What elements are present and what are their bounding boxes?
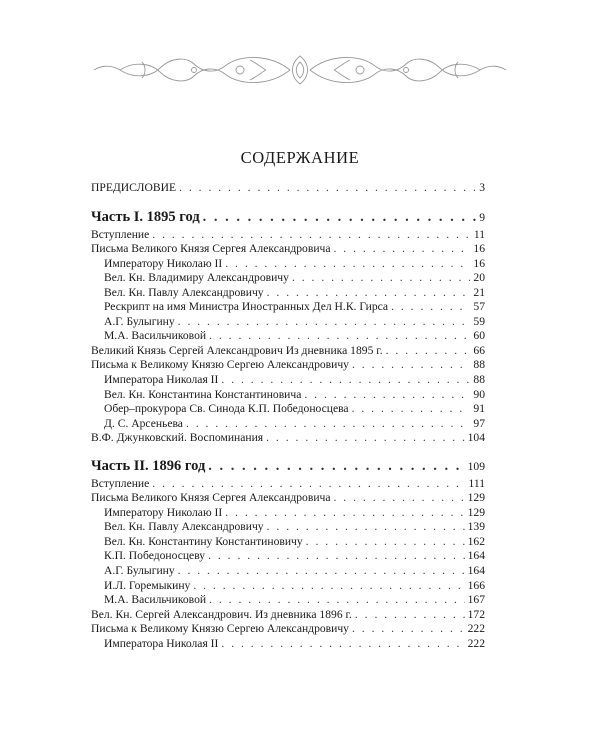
- entry-title: Вел. Кн. Владимиру Александровичу: [104, 271, 289, 285]
- page-number: 60: [473, 329, 485, 343]
- page-number: 162: [467, 534, 485, 548]
- page-number: 21: [473, 285, 485, 299]
- page-number: 9: [479, 210, 485, 224]
- entry-title: Рескрипт на имя Министра Иностранных Дел Н.К. Гирса: [104, 300, 389, 314]
- toc-entry: [91, 549, 485, 564]
- toc-entry: [91, 300, 485, 315]
- page-number: 222: [467, 636, 485, 650]
- page-number: 11: [473, 227, 485, 241]
- decorative-flourish: [90, 50, 510, 90]
- page-number: 104: [467, 431, 485, 445]
- toc-entry-preface: [91, 181, 485, 196]
- toc-entry: [91, 579, 485, 594]
- toc-entry: [91, 417, 485, 432]
- entry-title: В.Ф. Джунковский. Воспоминания: [91, 431, 264, 445]
- page-number: 3: [479, 181, 485, 194]
- entry-title: Письма Великого Князя Сергея Александровича: [91, 242, 331, 256]
- toc-entry: [91, 358, 485, 373]
- page-number: 66: [473, 343, 485, 357]
- page-number: 20: [473, 271, 485, 285]
- leader-dots: [178, 315, 471, 330]
- leader-dots: [334, 491, 465, 506]
- table-of-contents: [91, 181, 485, 651]
- entry-title: А.Г. Булыгину: [104, 314, 175, 328]
- toc-entry: [91, 431, 485, 446]
- leader-dots: [355, 608, 465, 623]
- entry-title: К.П. Победоносцеву: [104, 549, 206, 563]
- leader-dots: [352, 622, 465, 637]
- entry-title: Письма к Великому Князю Сергею Александровичу: [91, 622, 349, 636]
- entry-title: Императора Николая II: [104, 373, 219, 387]
- page-number: 97: [473, 416, 485, 430]
- page-number: 16: [473, 256, 485, 270]
- page-number: 164: [467, 549, 485, 563]
- leader-dots: [352, 358, 470, 373]
- entry-title: Вел. Кн. Константину Константиновичу: [104, 534, 303, 548]
- leader-dots: [267, 286, 471, 301]
- leader-dots: [352, 402, 471, 417]
- leader-dots: [221, 637, 464, 652]
- entry-title: Вел. Кн. Сергей Александрович. Из дневника 1896 г.: [91, 607, 352, 621]
- page-number: 129: [467, 505, 485, 519]
- leader-dots: [267, 520, 465, 535]
- page-number: 129: [467, 491, 485, 505]
- page-title: СОДЕРЖАНИЕ: [240, 148, 360, 167]
- entry-title: Вел. Кн. Константина Константиновича: [104, 387, 302, 401]
- leader-dots: [203, 208, 477, 226]
- leader-dots: [179, 181, 476, 196]
- page-number: 164: [467, 564, 485, 578]
- entry-title: ПРЕДИСЛОВИЕ: [91, 181, 177, 194]
- leader-dots: [178, 564, 465, 579]
- toc-entry: [91, 242, 485, 257]
- leader-dots: [221, 373, 470, 388]
- entry-title: И.Л. Горемыкину: [104, 578, 191, 592]
- entry-title: М.А. Васильчиковой: [104, 593, 207, 607]
- leader-dots: [386, 344, 471, 359]
- entry-title: Письма к Великому Князю Сергею Александровичу: [91, 358, 349, 372]
- leader-dots: [304, 388, 470, 403]
- toc-entry: [91, 271, 485, 286]
- page-number: 109: [467, 459, 485, 473]
- toc-entry: [91, 535, 485, 550]
- leader-dots: [208, 457, 464, 475]
- page-number: 166: [467, 578, 485, 592]
- page-number: 91: [473, 402, 485, 416]
- part-title: Часть I. 1895 год: [91, 208, 200, 225]
- leader-dots: [225, 506, 464, 521]
- toc-entry: [91, 477, 485, 492]
- page-number: 57: [473, 300, 485, 314]
- entry-title: Императору Николаю II: [104, 505, 223, 519]
- toc-entry: [91, 520, 485, 535]
- toc-entry: [91, 506, 485, 521]
- page-number: 222: [467, 622, 485, 636]
- leader-dots: [334, 242, 471, 257]
- toc-entry: [91, 637, 485, 652]
- leader-dots: [186, 417, 470, 432]
- entry-title: Письма Великого Князя Сергея Александровича: [91, 491, 331, 505]
- page-number: 88: [473, 358, 485, 372]
- entry-title: Д. С. Арсеньева: [104, 416, 183, 430]
- entry-title: А.Г. Булыгину: [104, 564, 175, 578]
- leader-dots: [266, 431, 464, 446]
- leader-dots: [152, 477, 465, 492]
- entry-title: Вел. Кн. Павлу Александровичу: [104, 285, 264, 299]
- entry-title: Вступление: [91, 227, 150, 241]
- toc-entry: [91, 257, 485, 272]
- toc-part-2-heading: [91, 457, 485, 475]
- entry-title: Императору Николаю II: [104, 256, 223, 270]
- leader-dots: [208, 549, 465, 564]
- page-number: 90: [473, 387, 485, 401]
- toc-entry: [91, 329, 485, 344]
- toc-entry: [91, 388, 485, 403]
- leader-dots: [152, 228, 471, 243]
- entry-title: Вел. Кн. Павлу Александровичу: [104, 520, 264, 534]
- entry-title: Императора Николая II: [104, 636, 219, 650]
- entry-title: М.А. Васильчиковой: [104, 329, 207, 343]
- leader-dots: [209, 593, 465, 608]
- leader-dots: [225, 257, 470, 272]
- toc-entry: [91, 622, 485, 637]
- page-number: 167: [467, 593, 485, 607]
- leader-dots: [292, 271, 470, 286]
- toc-part-1-heading: [91, 208, 485, 226]
- page-number: 111: [468, 476, 485, 490]
- leader-dots: [209, 329, 470, 344]
- entry-title: Обер–прокурора Св. Синода К.П. Победоносцева: [104, 402, 349, 416]
- page-number: 139: [467, 520, 485, 534]
- toc-entry: [91, 608, 485, 623]
- page-number: 172: [467, 607, 485, 621]
- toc-entry: [91, 593, 485, 608]
- page-number: 59: [473, 314, 485, 328]
- entry-title: Вступление: [91, 476, 150, 490]
- leader-dots: [306, 535, 465, 550]
- toc-entry: [91, 228, 485, 243]
- toc-entry: [91, 373, 485, 388]
- entry-title: Великий Князь Сергей Александрович Из дневника 1895 г.: [91, 343, 383, 357]
- leader-dots: [193, 579, 464, 594]
- toc-entry: [91, 344, 485, 359]
- toc-entry: [91, 402, 485, 417]
- page-number: 16: [473, 242, 485, 256]
- toc-entry: [91, 315, 485, 330]
- part-title: Часть II. 1896 год: [91, 457, 206, 474]
- leader-dots: [391, 300, 470, 315]
- toc-entry: [91, 564, 485, 579]
- toc-entry: [91, 286, 485, 301]
- page-number: 88: [473, 373, 485, 387]
- toc-entry: [91, 491, 485, 506]
